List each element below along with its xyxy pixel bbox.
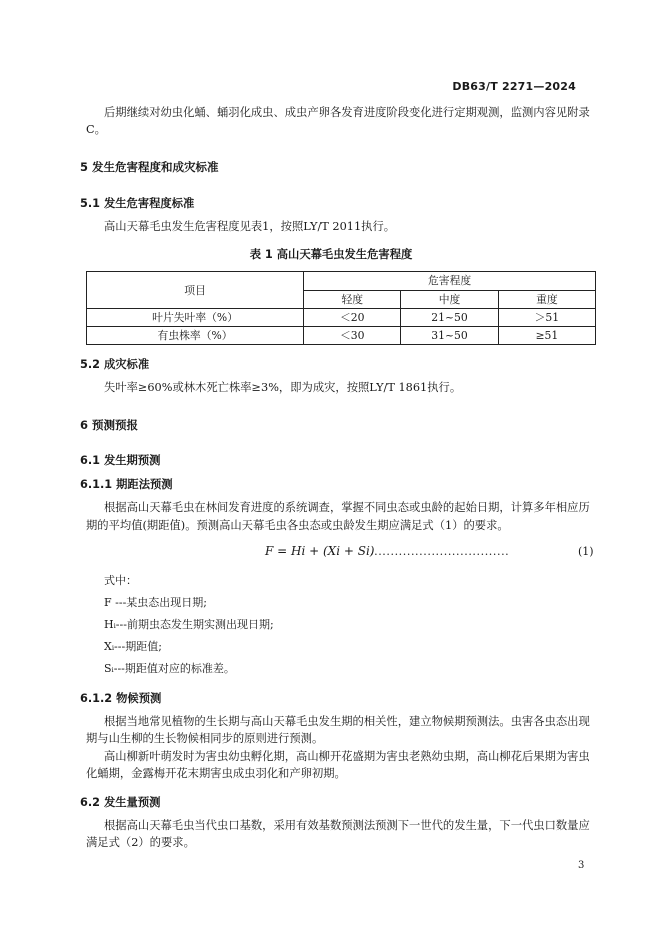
row-label: 叶片失叶率（%） <box>87 309 304 327</box>
intro-line-1: 后期继续对幼虫化蛹、蛹羽化成虫、成虫产卵各发育进度阶段变化进行定期观测，监测内容见附录 <box>104 106 590 119</box>
cell-light: ＜20 <box>304 309 401 327</box>
cell-severe: ≥51 <box>498 327 595 345</box>
row-label: 有虫株率（%） <box>87 327 304 345</box>
cell-medium: 31~50 <box>401 327 498 345</box>
section-5-1-heading: 5.1 发生危害程度标准 <box>80 197 195 210</box>
where-item: Hᵢ---前期虫态发生期实测出现日期; <box>104 618 274 631</box>
section-6-2-line-2: 满足式（2）的要求。 <box>86 836 195 849</box>
section-5-1-text: 高山天幕毛虫发生危害程度见表1，按照LY/T 2011执行。 <box>104 220 396 233</box>
table-row <box>87 309 596 327</box>
section-6-heading: 6 预测预报 <box>80 418 139 432</box>
where-item: Sᵢ---期距值对应的标准差。 <box>104 662 235 675</box>
formula-1-leader-dots: .................................. <box>370 545 510 558</box>
where-item: Xᵢ---期距值; <box>104 640 162 653</box>
table-header-severe: 重度 <box>498 290 595 309</box>
cell-light: ＜30 <box>304 327 401 345</box>
section-6-1-2-p2-line-2: 化蛹期，金露梅开花末期害虫成虫羽化和产卵初期。 <box>86 767 346 780</box>
section-6-1-2-p2-line-1: 高山柳新叶萌发时为害虫幼虫孵化期，高山柳开花盛期为害虫老熟幼虫期，高山柳花后果期为害虫 <box>104 750 590 763</box>
section-5-2-heading: 5.2 成灾标准 <box>80 358 150 371</box>
table-header-degree: 危害程度 <box>304 272 596 291</box>
section-6-1-1-heading: 6.1.1 期距法预测 <box>80 478 173 491</box>
where-label: 式中： <box>104 574 137 587</box>
section-6-1-heading: 6.1 发生期预测 <box>80 454 161 467</box>
hazard-degree-table <box>86 271 596 345</box>
section-6-1-1-line-2: 期的平均值(期距值)。预测高山天幕毛虫各虫态或虫龄发生期应满足式（1）的要求。 <box>86 519 509 532</box>
section-5-2-text: 失叶率≥60%或林木死亡株率≥3%，即为成灾，按照LY/T 1861执行。 <box>104 381 462 394</box>
table-header-medium: 中度 <box>401 290 498 309</box>
section-6-1-1-line-1: 根据高山天幕毛虫在林间发育进度的系统调查，掌握不同虫态或虫龄的起始日期，计算多年相应历 <box>104 501 590 514</box>
page-number: 3 <box>578 860 585 871</box>
section-6-1-2-heading: 6.1.2 物候预测 <box>80 692 162 705</box>
cell-severe: ＞51 <box>498 309 595 327</box>
section-6-1-2-p1-line-2: 期与山生柳的生长物候相同步的原则进行预测。 <box>86 732 324 745</box>
table-header-item: 项目 <box>87 272 304 309</box>
section-5-heading: 5 发生危害程度和成灾标准 <box>80 160 219 174</box>
formula-1: F = Hi + (Xi + Si) <box>265 544 375 558</box>
intro-line-2: C。 <box>86 123 106 136</box>
section-6-2-line-1: 根据高山天幕毛虫当代虫口基数，采用有效基数预测法预测下一世代的发生量，下一代虫口数量应 <box>104 819 590 832</box>
table-row <box>87 327 596 345</box>
cell-medium: 21~50 <box>401 309 498 327</box>
table-1-caption: 表 1 高山天幕毛虫发生危害程度 <box>249 248 413 261</box>
standard-number: DB63/T 2271—2024 <box>452 80 576 93</box>
where-item: F ---某虫态出现日期; <box>104 596 207 609</box>
section-6-2-heading: 6.2 发生量预测 <box>80 796 161 809</box>
section-6-1-2-p1-line-1: 根据当地常见植物的生长期与高山天幕毛虫发生期的相关性，建立物候期预测法。虫害各虫态出现 <box>104 715 590 728</box>
formula-1-number: (1) <box>578 545 594 558</box>
table-header-light: 轻度 <box>304 290 401 309</box>
